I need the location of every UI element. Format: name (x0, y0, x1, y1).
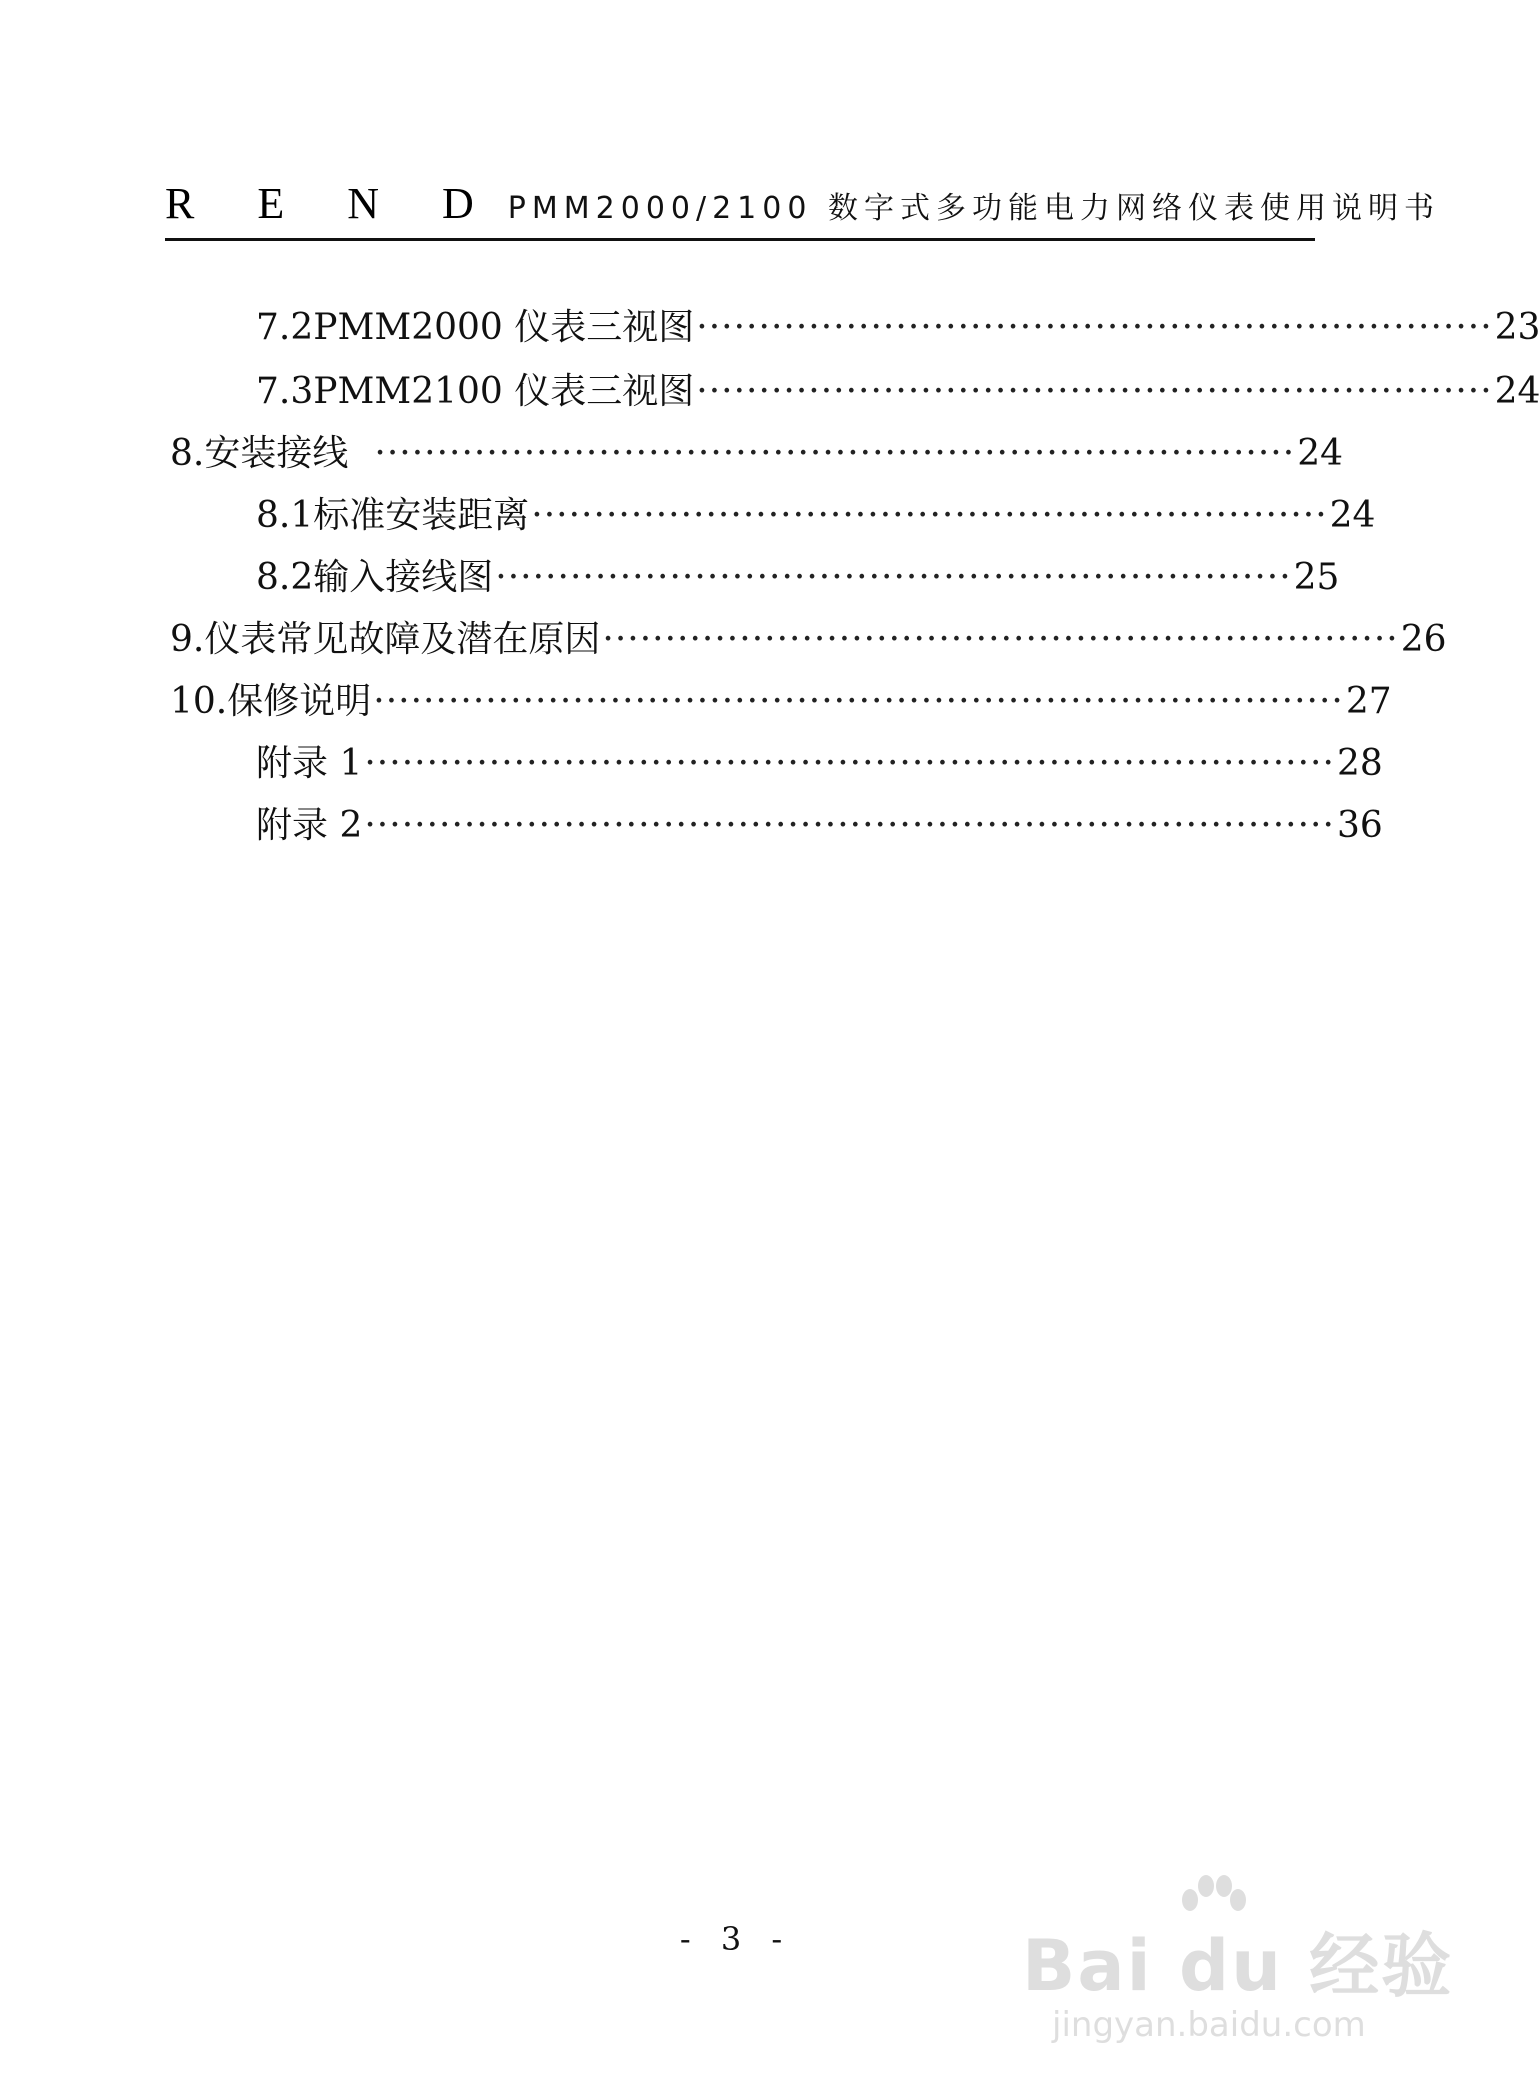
toc-page-number: 27 (1345, 681, 1392, 722)
toc-number: 8.1 (256, 495, 314, 536)
toc-number: 9. (170, 619, 205, 660)
toc-label: 标准安装距离 (313, 495, 530, 536)
toc-entry-8[interactable] (170, 432, 1343, 476)
toc-leader-dots: ································································ (602, 619, 1399, 660)
watermark-logo: Bai du 经验 (1022, 1925, 1454, 2007)
toc-number: 8. (170, 433, 205, 474)
toc-number: 8.2 (256, 557, 314, 598)
toc-entry-appendix-2[interactable] (256, 804, 1383, 848)
toc-page-number: 25 (1293, 557, 1340, 598)
toc-label: 安装接线 (204, 433, 349, 474)
brand-logo-text: R E N D (165, 179, 500, 228)
toc-page-number: 24 (1297, 433, 1343, 474)
toc-page-number: 26 (1400, 619, 1447, 660)
toc-label: PMM2100 仪表三视图 (313, 371, 695, 412)
toc-page-number: 36 (1336, 805, 1383, 846)
watermark-url: jingyan.baidu.com (1052, 2005, 1366, 2045)
toc-label: 附录 1 (256, 743, 363, 784)
toc-leader-dots: ································································ (495, 557, 1292, 598)
document-header (165, 178, 1440, 229)
toc-entry-10[interactable] (170, 680, 1392, 724)
toc-label: PMM2000 仪表三视图 (313, 307, 695, 348)
toc-entry-9[interactable] (170, 618, 1447, 662)
toc-page-number: 24 (1494, 371, 1540, 412)
toc-leader-dots: ·········································································· (374, 433, 1296, 474)
toc-leader-dots: ································································ (531, 495, 1328, 536)
toc-page-number: 23 (1494, 307, 1540, 348)
toc-number: 7.2 (256, 307, 314, 348)
toc-entry-7-2[interactable] (256, 306, 1540, 350)
toc-entry-8-2[interactable] (256, 556, 1340, 600)
toc-entry-8-1[interactable] (256, 494, 1376, 538)
toc-label: 附录 2 (256, 805, 363, 846)
toc-leader-dots: ·············································································· (373, 681, 1344, 722)
page-number: - 3 - (679, 1920, 793, 1958)
toc-entry-7-3[interactable] (256, 370, 1540, 414)
header-title: PMM2000/2100 数字式多功能电力网络仪表使用说明书 (507, 191, 1440, 226)
toc-leader-dots: ·············································································· (364, 805, 1335, 846)
toc-page-number: 24 (1329, 495, 1376, 536)
toc-page-number: 28 (1336, 743, 1383, 784)
toc-leader-dots: ·············································································· (364, 743, 1335, 784)
toc-entry-appendix-1[interactable] (256, 742, 1383, 786)
header-rule (165, 238, 1315, 241)
toc-label: 保修说明 (227, 681, 372, 722)
toc-leader-dots: ································································ (696, 371, 1493, 412)
toc-number: 7.3 (256, 371, 314, 412)
toc-label: 输入接线图 (313, 557, 494, 598)
toc-label: 仪表常见故障及潜在原因 (204, 619, 601, 660)
toc-number: 10. (170, 681, 228, 722)
baidu-watermark (1022, 1870, 1454, 2060)
toc-leader-dots: ································································ (696, 307, 1493, 348)
